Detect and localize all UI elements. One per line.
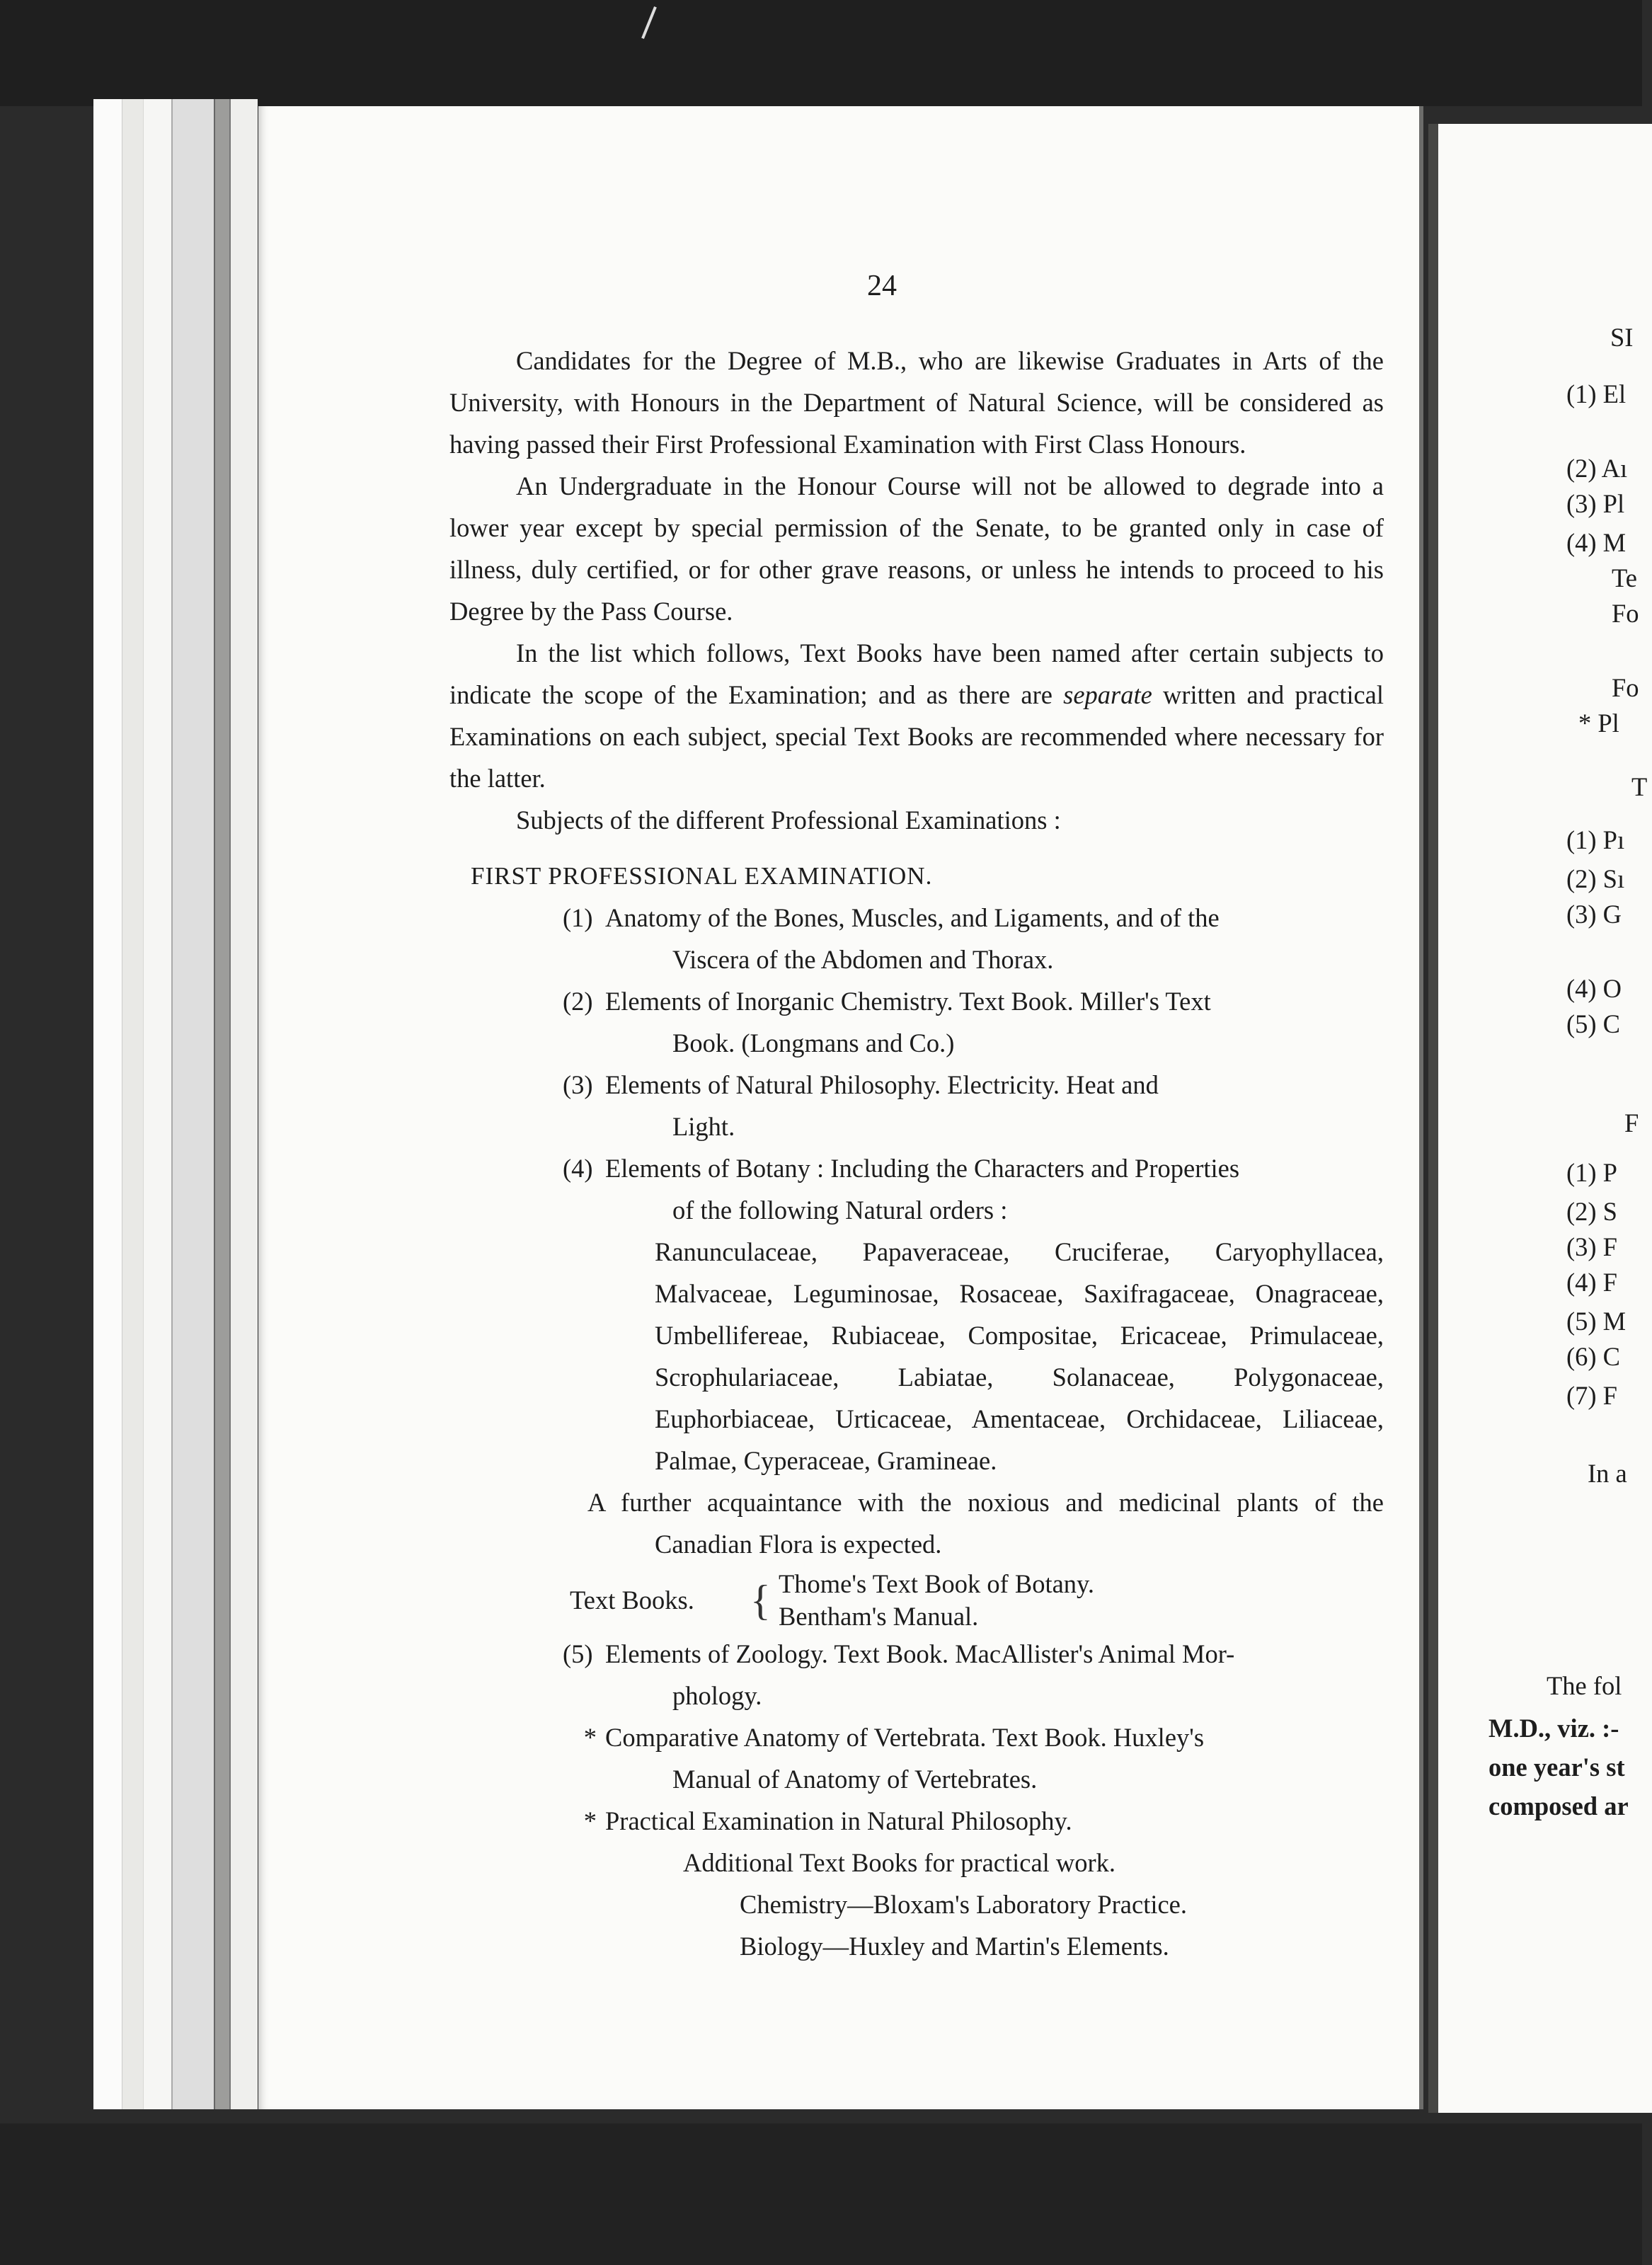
item-text: Practical Examination in Natural Philosophy. [605, 1806, 1072, 1835]
item-number: (2) [563, 987, 593, 1016]
item-continuation: Light. [672, 1112, 735, 1141]
list-item [449, 1633, 1384, 1716]
page-body [449, 340, 1384, 1967]
item-continuation: Book. (Longmans and Co.) [672, 1028, 955, 1057]
paragraph-undergraduate: An Undergraduate in the Honour Course will not be allowed to degrade into a lower year except by special permission of the Senate, to be granted only in case of illness, duly certified, or for other grave reasons, or unless he intends to proceed to his Degree by the Pass Course. [449, 471, 1384, 626]
right-page-fragment: F [1624, 1108, 1639, 1137]
section-heading: FIRST PROFESSIONAL EXAMINATION. [471, 862, 933, 890]
item-continuation: Manual of Anatomy of Vertebrates. [672, 1765, 1038, 1794]
right-page-fragment: (1) El [1566, 379, 1627, 408]
item-text [605, 980, 1384, 1064]
further-acquaintance: A further acquaintance with the noxious and medicinal plants of the Canadian Flora is expected. [587, 1488, 1384, 1559]
text-book-entry: Bentham's Manual. [779, 1602, 979, 1631]
item-number: (1) [563, 903, 593, 932]
list-item [449, 897, 1384, 980]
item-first-line: Elements of Zoology. Text Book. MacAllister's Animal Mor- [605, 1639, 1235, 1668]
emphasis-separate: separate [1063, 680, 1152, 709]
item-number: (3) [563, 1070, 593, 1099]
natural-orders-list: Ranunculaceae, Papaveraceae, Cruciferae, Caryophyllacea, Malvaceae, Leguminosae, Rosaceae, Saxifragaceae, Onagraceae, Umbellifereae, Rubiaceae, Compositae, Ericaceae, Primulaceae, Scrophulariaceae, Labiatae, Solanaceae, Polygonaceae, Euphorbiaceae, Urticaceae, Amentaceae, Orchidaceae, Liliaceae, Palmae, Cyperaceae, Gramineae. [655, 1237, 1384, 1475]
right-page-fragment: (3) G [1566, 900, 1622, 929]
text-book-entry: Thome's Text Book of Botany. [779, 1569, 1095, 1598]
right-page-fragment: (5) C [1566, 1009, 1621, 1038]
item-continuation: phology. [672, 1681, 762, 1710]
right-page-fragment: Te [1612, 563, 1637, 592]
asterisk-marker: * [583, 1806, 597, 1835]
item-text [605, 1633, 1384, 1716]
item-first-line: Elements of Botany : Including the Characters and Properties [605, 1154, 1240, 1183]
item-first-line: Comparative Anatomy of Vertebrata. Text Book. Huxley's [605, 1723, 1205, 1752]
page-edge [122, 99, 144, 2109]
item-text [605, 897, 1384, 980]
item-first-line: Elements of Natural Philosophy. Electricity. Heat and [605, 1070, 1159, 1099]
right-page-fragment: (1) P [1566, 1158, 1617, 1187]
item-first-line: Elements of Inorganic Chemistry. Text Book. Miller's Text [605, 987, 1211, 1016]
book-page-edges [93, 99, 256, 2109]
paragraph-text-books [449, 632, 1384, 799]
right-page-fragment: composed ar [1488, 1791, 1629, 1820]
item-text [605, 1064, 1384, 1147]
text-books-label: Text Books. [570, 1586, 694, 1615]
right-page-fragment: (4) F [1566, 1268, 1617, 1297]
right-page-fragment: (2) S [1566, 1197, 1617, 1226]
biology-practical-book: Biology—Huxley and Martin's Elements. [740, 1932, 1169, 1961]
right-page-fragment: In a [1588, 1459, 1627, 1488]
page-edge [214, 99, 231, 2109]
text-books-group [449, 1568, 1384, 1633]
right-page-fragment: SI [1610, 323, 1634, 352]
right-page-fragment: (6) C [1566, 1342, 1621, 1371]
brace-glyph: { [750, 1577, 771, 1624]
item-continuation: of the following Natural orders : [672, 1195, 1008, 1225]
list-item [449, 980, 1384, 1064]
right-page-fragment: (2) Sı [1566, 864, 1625, 893]
item-first-line: Anatomy of the Bones, Muscles, and Ligaments, and of the [605, 903, 1220, 932]
right-page-fragment: (3) Pl [1566, 489, 1625, 518]
right-page-fragment: (1) Pı [1566, 825, 1625, 854]
right-page-fragment: Fo [1612, 673, 1639, 702]
text-books-list [779, 1568, 1384, 1633]
right-page-fragment: Fo [1612, 599, 1639, 628]
text-before-emphasis: In the list which follows, Text Books have been named after certain subjects to indicate the scope of the Examination; and as there are [449, 638, 1384, 709]
list-item [449, 1716, 1384, 1800]
chemistry-practical-book: Chemistry—Bloxam's Laboratory Practice. [740, 1890, 1187, 1919]
right-page-fragment: T [1631, 772, 1648, 801]
list-item [449, 1147, 1384, 1231]
right-page-fragment: (2) Aı [1566, 454, 1628, 483]
page-edge [93, 99, 122, 2109]
scan-background-top [0, 0, 1642, 106]
scan-background-bottom [0, 2123, 1642, 2265]
list-item [449, 1064, 1384, 1147]
list-item [449, 1800, 1384, 1842]
right-page-fragment: (5) M [1566, 1307, 1627, 1336]
page-edge [143, 99, 172, 2109]
right-page-fragment: (4) O [1566, 974, 1622, 1003]
page-edge [171, 99, 215, 2109]
item-number: (4) [563, 1154, 593, 1183]
right-page-fragment: The fol [1547, 1671, 1622, 1700]
item-text [605, 1716, 1384, 1800]
right-page-fragment: * Pl [1578, 709, 1619, 738]
page-edge [229, 99, 258, 2109]
asterisk-marker: * [583, 1723, 597, 1752]
right-page-fragment: one year's st [1488, 1753, 1625, 1782]
right-page-fragment: (3) F [1566, 1232, 1617, 1261]
additional-text-books: Additional Text Books for practical work. [683, 1848, 1116, 1877]
right-page-fragment: (4) M [1566, 528, 1627, 557]
item-number: (5) [563, 1639, 593, 1668]
paragraph-mb-graduates: Candidates for the Degree of M.B., who are likewise Graduates in Arts of the University, with Honours in the Department of Natural Science, will be considered as having passed their First Professional Examination with First Class Honours. [449, 346, 1384, 459]
item-text [605, 1147, 1384, 1231]
right-page-fragment: M.D., viz. :- [1488, 1714, 1619, 1743]
item-continuation: Viscera of the Abdomen and Thorax. [672, 945, 1054, 974]
page-number: 24 [867, 270, 897, 302]
right-page-fragment: (7) F [1566, 1381, 1617, 1410]
text-after-emphasis: written and practical Examinations on each subject, special Text Books are recommended where necessary for the latter. [449, 680, 1384, 793]
paragraph-subjects: Subjects of the different Professional Examinations : [516, 805, 1061, 835]
